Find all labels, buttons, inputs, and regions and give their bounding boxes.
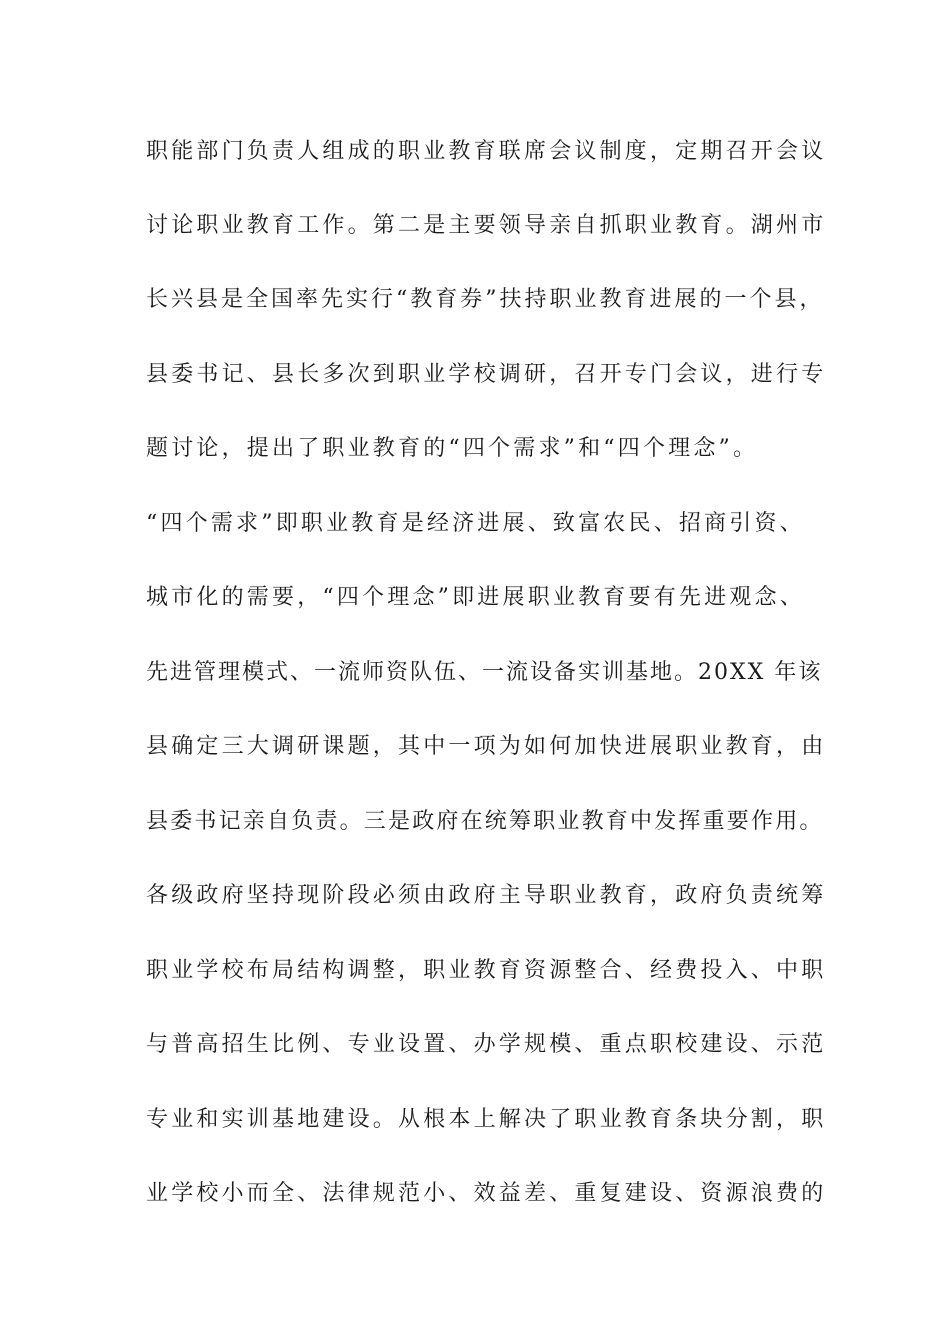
- text-line: 讨论职业教育工作。第二是主要领导亲自抓职业教育。湖州市: [146, 213, 827, 238]
- text-line: 县委书记、县长多次到职业学校调研，召开专门会议，进行专: [146, 362, 827, 387]
- text-line: 县确定三大调研课题，其中一项为如何加快进展职业教育，由: [146, 734, 827, 759]
- text-line: 与普高招生比例、专业设置、办学规模、重点职校建设、示范: [146, 1032, 827, 1057]
- text-line: 长兴县是全国率先实行“教育券”扶持职业教育进展的一个县，: [146, 287, 825, 312]
- text-line: 县委书记亲自负责。三是政府在统筹职业教育中发挥重要作用。: [146, 809, 824, 834]
- text-line: 专业和实训基地建设。从根本上解决了职业教育条块分割，职: [146, 1107, 827, 1132]
- text-line: 先进管理模式、一流师资队伍、一流设备实训基地。20XX 年该: [146, 660, 823, 685]
- text-line: 职业学校布局结构调整，职业教育资源整合、经费投入、中职: [146, 958, 827, 983]
- text-line: 城市化的需要，“四个理念”即进展职业教育要有先进观念、: [146, 585, 805, 610]
- text-line: 各级政府坚持现阶段必须由政府主导职业教育，政府负责统筹: [146, 883, 827, 908]
- text-line: 职能部门负责人组成的职业教育联席会议制度，定期召开会议: [146, 139, 827, 164]
- text-line: “四个需求”即职业教育是经济进展、致富农民、招商引资、: [146, 511, 805, 536]
- text-line: 题讨论，提出了职业教育的“四个需求”和“四个理念”。: [146, 436, 759, 461]
- text-line: 业学校小而全、法律规范小、效益差、重复建设、资源浪费的: [146, 1181, 827, 1206]
